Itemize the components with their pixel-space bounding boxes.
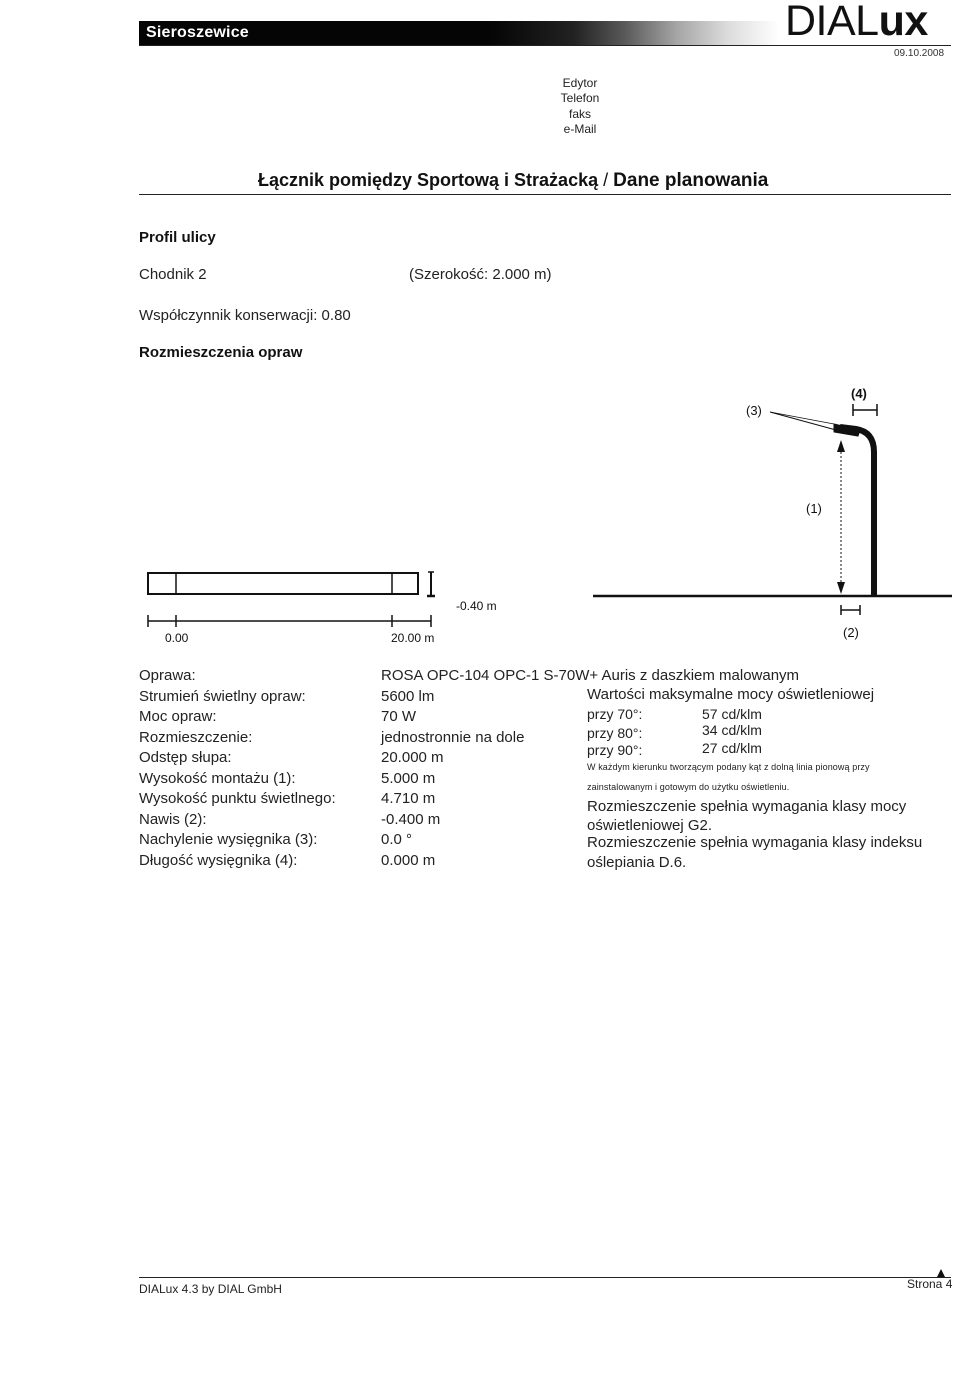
glare-statement: Rozmieszczenie spełnia wymagania klasy indeksu xyxy=(587,834,923,851)
spec-value: 0.000 m xyxy=(381,851,436,869)
overhang-label: -0.40 m xyxy=(456,599,497,613)
intensity-value: 57 cd/klm xyxy=(702,706,762,722)
intensity-angle: przy 90°: xyxy=(587,742,643,758)
intensity-note: zainstalowanym i gotowym do użytku oświetleniu. xyxy=(587,782,790,792)
maintenance-factor: Współczynnik konserwacji: 0.80 xyxy=(139,307,351,324)
profile-heading: Profil ulicy xyxy=(139,229,216,246)
label-tilt: (3) xyxy=(746,403,762,418)
label-arm: (4) xyxy=(851,386,867,401)
height-arrow xyxy=(837,582,845,594)
plan-view xyxy=(148,572,435,627)
spec-label: Wysokość montażu (1): xyxy=(139,769,296,787)
spec-value: 0.0 ° xyxy=(381,831,413,848)
label-height: (1) xyxy=(806,501,822,516)
class-statement: Rozmieszczenie spełnia wymagania klasy mocy xyxy=(587,798,907,815)
spec-labels xyxy=(139,666,336,871)
footer-left: DIALux 4.3 by DIAL GmbH xyxy=(139,1282,282,1296)
spec-label: Oprawa: xyxy=(139,667,196,684)
spec-value: -0.400 m xyxy=(381,810,441,828)
project-title: Sieroszewice xyxy=(146,24,249,41)
intensity-heading: Wartości maksymalne mocy oświetleniowej xyxy=(587,686,875,703)
spec-label: Strumień świetlny opraw: xyxy=(139,687,306,705)
tilt-ray-2 xyxy=(770,412,834,424)
spec-value: 5600 lm xyxy=(381,687,435,705)
intensity-value: 34 cd/klm xyxy=(702,722,762,738)
spec-label: Odstęp słupa: xyxy=(139,749,232,766)
contact-fax: faks xyxy=(568,106,591,121)
road-rectangle xyxy=(148,573,418,594)
spec-value: jednostronnie na dole xyxy=(381,728,525,746)
class-statement: oświetleniowej G2. xyxy=(587,817,713,834)
profile-row-width: (Szerokość: 2.000 m) xyxy=(409,266,552,283)
tilt-ray xyxy=(770,412,836,430)
title-section: Dane planowania xyxy=(613,170,769,191)
spec-value: ROSA OPC-104 OPC-1 S-70W+ Auris z daszkiem malowanym xyxy=(381,667,800,684)
header-date: 09.10.2008 xyxy=(894,48,945,59)
intensity-note: W każdym kierunku tworzącym podany kąt z dolną linia pionową przy xyxy=(587,762,870,772)
spec-value: 5.000 m xyxy=(381,769,436,787)
spec-label: Wysokość punktu świetlnego: xyxy=(139,790,336,807)
contact-email: e-Mail xyxy=(563,121,597,136)
spec-value: 4.710 m xyxy=(381,790,436,807)
spec-label: Rozmieszczenie: xyxy=(139,728,253,746)
pole xyxy=(840,427,874,596)
arrangement-diagram xyxy=(0,0,960,680)
contact-phone: Telefon xyxy=(560,91,600,106)
spec-label: Długość wysięgnika (4): xyxy=(139,851,298,869)
spec-label: Nawis (2): xyxy=(139,810,207,828)
glare-statement: oślepiania D.6. xyxy=(587,854,687,871)
spec-label: Moc opraw: xyxy=(139,708,217,725)
footer-rule xyxy=(139,1277,951,1278)
title-separator: / xyxy=(603,170,609,190)
intensity-angle: przy 70°: xyxy=(587,706,643,722)
contact-editor: Edytor xyxy=(562,76,598,90)
end-label: 20.00 m xyxy=(391,631,435,645)
spec-value: 70 W xyxy=(381,708,417,725)
page-number: Strona 4 xyxy=(907,1277,953,1291)
intensity-value: 27 cd/klm xyxy=(702,740,762,756)
start-label: 0.00 xyxy=(165,631,189,645)
intensity-angle: przy 80°: xyxy=(587,725,643,741)
logo-thin: DIAL xyxy=(785,0,879,45)
height-arrow-top xyxy=(837,440,845,452)
spec-value: 20.000 m xyxy=(381,749,444,766)
logo-bold: ux xyxy=(878,0,928,45)
pole-side-view xyxy=(593,404,952,615)
label-overhang-side: (2) xyxy=(843,625,859,640)
spec-label: Nachylenie wysięgnika (3): xyxy=(139,831,318,848)
title-main: Łącznik pomiędzy Sportową i Strażacką xyxy=(258,170,599,190)
arrangement-heading: Rozmieszczenia opraw xyxy=(139,344,303,361)
profile-row-name: Chodnik 2 xyxy=(139,266,207,283)
